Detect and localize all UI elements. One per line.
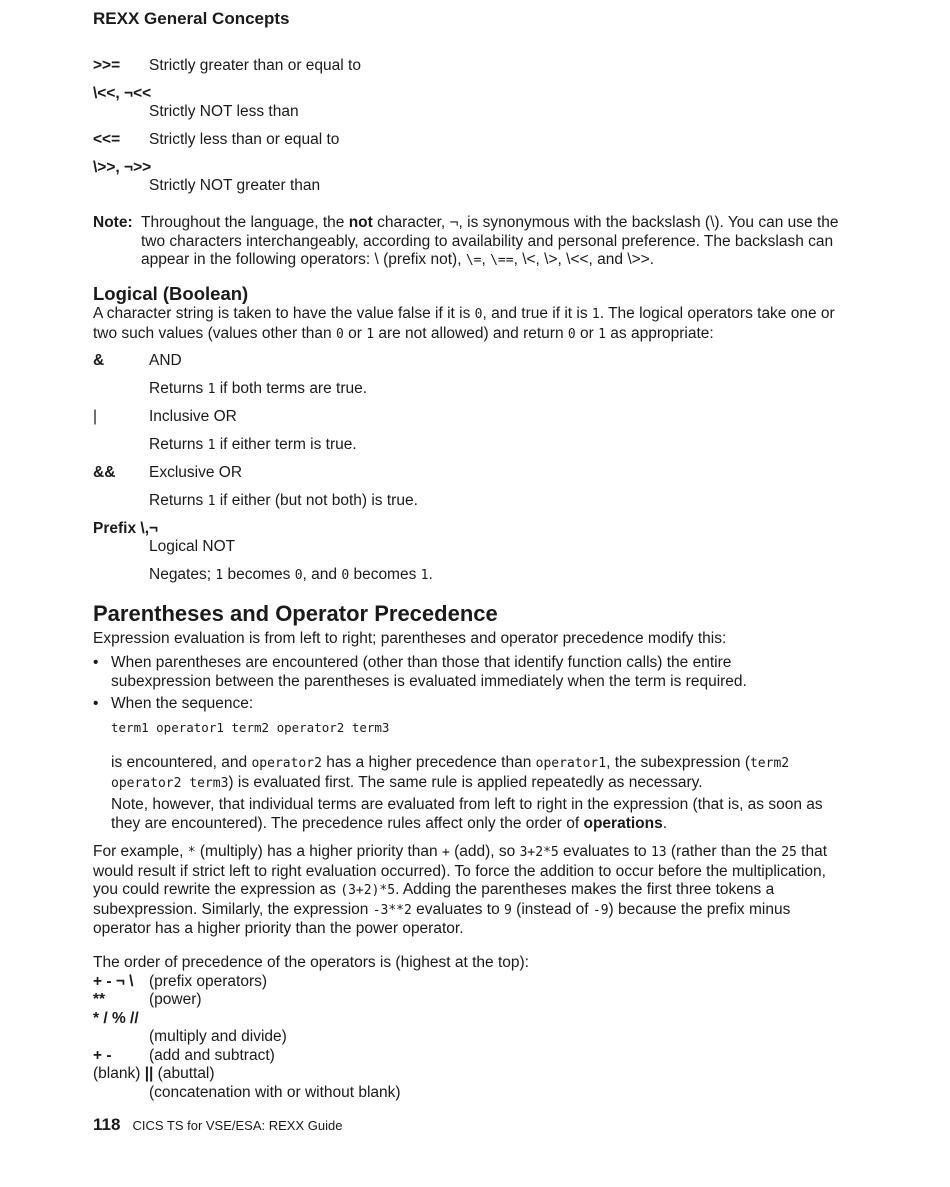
bullet-text: When parentheses are encountered (other than those that identify function calls) the entire subexpression between the parentheses is evaluated immediately when the term is required.: [111, 654, 747, 690]
bullet-marker: •: [93, 695, 99, 712]
running-header: REXX General Concepts: [93, 9, 290, 28]
logical-operator-name: Logical NOT: [149, 538, 236, 555]
precedence-level-ops: **: [93, 991, 106, 1008]
logical-intro-paragraph: A character string is taken to have the value false if it is 0, and true if it is 1. The logical operators take one or two such values (values other than 0 or 1 are not allowed) and return 0 or 1 as appropriate:: [93, 305, 835, 342]
operator-term: \>>, ¬>>: [93, 159, 152, 176]
note-text: Throughout the language, the not character, ¬, is synonymous with the backslash (\). You can use the two characters interchangeably, according to availability and personal preference. The backslash can appear in the following operators: \ (prefix not), \=, \==, \<, \>, \<<, and \>>.: [141, 214, 839, 268]
page-footer: [93, 1115, 342, 1135]
precedence-level-ops: + - ¬ \: [93, 973, 134, 990]
precedence-level-ops: (blank) || (abuttal): [93, 1065, 215, 1082]
note-block: [93, 214, 843, 271]
logical-operator-result: Returns 1 if both terms are true.: [149, 380, 368, 397]
logical-operator-result: Returns 1 if either term is true.: [149, 436, 357, 453]
section-heading-logical: Logical (Boolean): [93, 283, 249, 304]
page-number: 118: [93, 1115, 121, 1134]
bullet-item: [93, 695, 833, 714]
precedence-intro: Expression evaluation is from left to right; parentheses and operator precedence modify this:: [93, 630, 727, 647]
bullet-text: When the sequence:: [111, 695, 254, 712]
operator-term: \<<, ¬<<: [93, 85, 152, 102]
precedence-example-paragraph: For example, * (multiply) has a higher priority than + (add), so 3+2*5 evaluates to 13 (rather than the 25 that would result if strict left to right evaluation occurred). To force the addition to occur before the multiplication, you could rewrite the expression as (3+2)*5. Adding the parentheses makes the first three tokens a subexpression. Similarly, the expression -3**2 evaluates to 9 (instead of -9) because the prefix minus operator has a higher priority than the power operator.: [93, 843, 828, 937]
precedence-order-intro: The order of precedence of the operators is (highest at the top):: [93, 954, 529, 971]
book-title: CICS TS for VSE/ESA: REXX Guide: [132, 1118, 343, 1133]
operator-description: Strictly greater than or equal to: [149, 57, 361, 74]
bullet-marker: •: [93, 654, 99, 671]
code-sample: term1 operator1 term2 operator2 term3: [111, 720, 390, 735]
operator-description: Strictly NOT less than: [149, 103, 299, 120]
bullet-item: [93, 654, 833, 691]
operator-term: <<=: [93, 131, 121, 148]
logical-operator-or: |: [93, 408, 98, 425]
logical-operator-name: Exclusive OR: [149, 464, 243, 481]
precedence-level-desc: (prefix operators): [149, 973, 268, 990]
precedence-level-desc: (multiply and divide): [149, 1028, 287, 1045]
operator-description: Strictly NOT greater than: [149, 177, 321, 194]
precedence-level-desc: (concatenation with or without blank): [149, 1084, 401, 1101]
logical-operator-name: Inclusive OR: [149, 408, 237, 425]
logical-operator-and: &: [93, 352, 105, 369]
precedence-level-ops: + -: [93, 1047, 112, 1064]
logical-operator-result: Negates; 1 becomes 0, and 0 becomes 1.: [149, 566, 433, 583]
precedence-level-desc: (add and subtract): [149, 1047, 275, 1064]
operator-term: >>=: [93, 57, 121, 74]
logical-operator-xor: &&: [93, 464, 116, 481]
note-label: Note:: [93, 214, 133, 231]
logical-operator-not: Prefix \,¬: [93, 520, 159, 537]
precedence-note-paragraph: Note, however, that individual terms are evaluated from left to right in the expression (that is, as soon as they are encountered). The precedence rules affect only the order of operations.: [111, 796, 823, 832]
precedence-level-desc: (power): [149, 991, 202, 1008]
operator-description: Strictly less than or equal to: [149, 131, 340, 148]
logical-operator-result: Returns 1 if either (but not both) is true.: [149, 492, 418, 509]
precedence-explanation: is encountered, and operator2 has a higher precedence than operator1, the subexpression (term2 operator2 term3) is evaluated first. The same rule is applied repeatedly as necessary.: [111, 754, 790, 791]
precedence-level-ops: * / % //: [93, 1010, 139, 1027]
logical-operator-name: AND: [149, 352, 182, 369]
section-heading-precedence: Parentheses and Operator Precedence: [93, 601, 498, 626]
